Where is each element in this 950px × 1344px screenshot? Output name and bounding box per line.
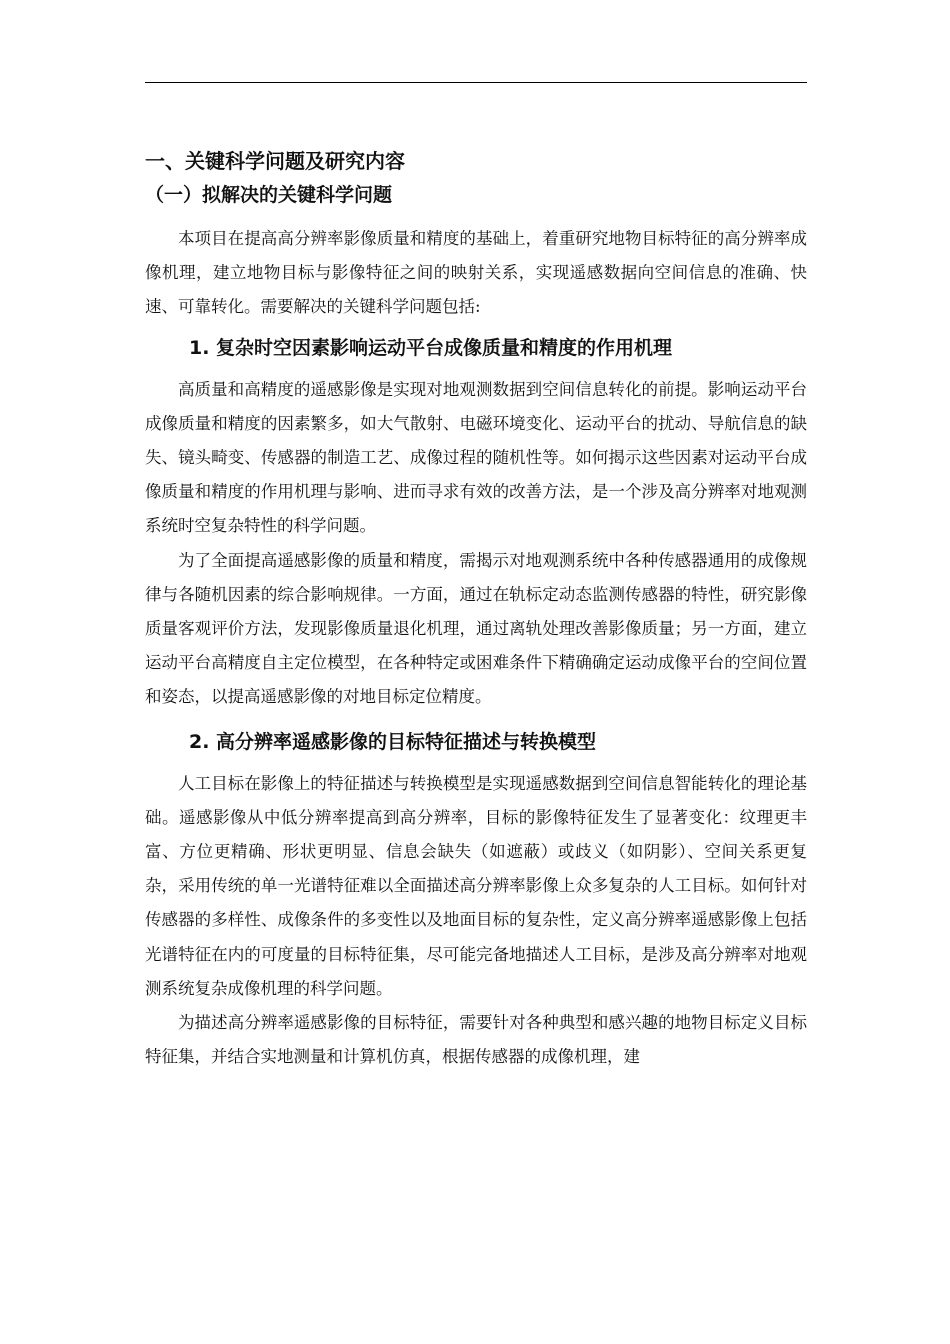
topic-1-paragraph-2: 为了全面提高遥感影像的质量和精度，需揭示对地观测系统中各种传感器通用的成像规律与各随机因素的综合影响规律。一方面，通过在轨标定动态监测传感器的特性，研究影像质量客观评价方法，发现影像质量退化机理，通过离轨处理改善影像质量；另一方面，建立运动平台高精度自主定位模型，在各种特定或困难条件下精确确定运动成像平台的空间位置和姿态，以提高遥感影像的对地目标定位精度。 (145, 550, 807, 707)
intro-paragraph: 本项目在提高高分辨率影像质量和精度的基础上，着重研究地物目标特征的高分辨率成像机理，建立地物目标与影像特征之间的映射关系，实现遥感数据向空间信息的准确、快速、可靠转化。需要解决的关键科学问题包括: (145, 229, 807, 317)
subsection-title: （一）拟解决的关键科学问题 (145, 184, 393, 206)
topic-1-paragraph-1: 高质量和高精度的遥感影像是实现对地观测数据到空间信息转化的前提。影响运动平台成像质量和精度的因素繁多，如大气散射、电磁环境变化、运动平台的扰动、导航信息的缺失、镜头畸变、传感器的制造工艺、成像过程的随机性等。如何揭示这些因素对运动平台成像质量和精度的作用机理与影响、进而寻求有效的改善方法，是一个涉及高分辨率对地观测系统时空复杂特性的科学问题。 (145, 379, 807, 536)
section-title: 一、关键科学问题及研究内容 (145, 149, 405, 173)
document-body (145, 144, 807, 1074)
header-rule (145, 82, 807, 83)
topic-2-paragraph-2: 为描述高分辨率遥感影像的目标特征，需要针对各种典型和感兴趣的地物目标定义目标特征集，并结合实地测量和计算机仿真，根据传感器的成像机理，建 (145, 1013, 807, 1067)
topic-1-heading: 1. 复杂时空因素影响运动平台成像质量和精度的作用机理 (189, 336, 673, 359)
topic-2-heading: 2. 高分辨率遥感影像的目标特征描述与转换模型 (189, 730, 597, 753)
topic-2-paragraph-1: 人工目标在影像上的特征描述与转换模型是实现遥感数据到空间信息智能转化的理论基础。遥感影像从中低分辨率提高到高分辨率，目标的影像特征发生了显著变化：纹理更丰富、方位更精确、形状更明显、信息会缺失（如遮蔽）或歧义（如阴影）、空间关系更复杂，采用传统的单一光谱特征难以全面描述高分辨率影像上众多复杂的人工目标。如何针对传感器的多样性、成像条件的多变性以及地面目标的复杂性，定义高分辨率遥感影像上包括光谱特征在内的可度量的目标特征集，尽可能完备地描述人工目标，是涉及高分辨率对地观测系统复杂成像机理的科学问题。 (145, 773, 807, 998)
